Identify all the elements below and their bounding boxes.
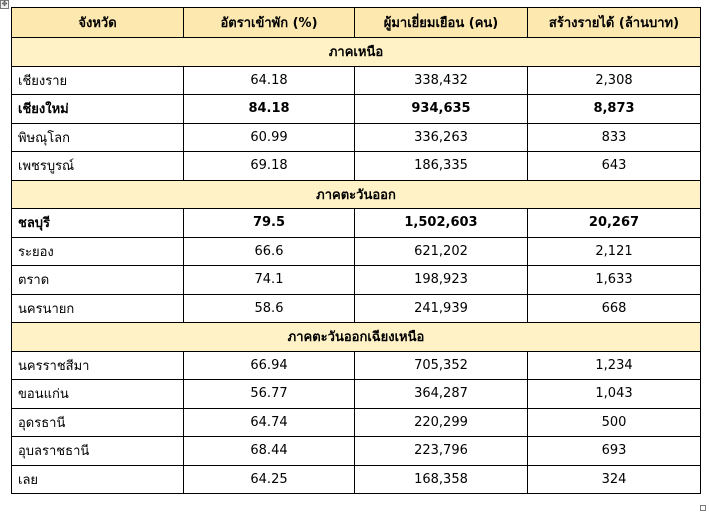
table-row	[12, 237, 701, 266]
cell-revenue: 2,308	[528, 66, 701, 95]
cell-province: เพชรบูรณ์	[12, 152, 184, 181]
cell-occupancy: 64.18	[184, 66, 355, 95]
table-row	[12, 209, 701, 238]
cell-occupancy: 64.74	[184, 408, 355, 437]
cell-revenue: 1,234	[528, 351, 701, 380]
cell-revenue: 1,633	[528, 266, 701, 295]
cell-revenue: 20,267	[528, 209, 701, 238]
cell-revenue: 2,121	[528, 237, 701, 266]
cell-province: เลย	[12, 465, 184, 494]
table-row	[12, 152, 701, 181]
cell-visitors: 220,299	[355, 408, 528, 437]
cell-visitors: 223,796	[355, 437, 528, 466]
cell-occupancy: 64.25	[184, 465, 355, 494]
cell-revenue: 500	[528, 408, 701, 437]
table-row	[12, 437, 701, 466]
cell-visitors: 1,502,603	[355, 209, 528, 238]
cell-occupancy: 69.18	[184, 152, 355, 181]
table-header	[12, 8, 701, 38]
cell-province: ระยอง	[12, 237, 184, 266]
table-row	[12, 66, 701, 95]
cell-revenue: 693	[528, 437, 701, 466]
section-title: ภาคเหนือ	[12, 38, 701, 67]
cell-visitors: 198,923	[355, 266, 528, 295]
cell-province: ชลบุรี	[12, 209, 184, 238]
cell-visitors: 934,635	[355, 95, 528, 124]
section-title: ภาคตะวันออก	[12, 180, 701, 209]
cell-province: นครราชสีมา	[12, 351, 184, 380]
cell-revenue: 643	[528, 152, 701, 181]
cell-province: อุดรธานี	[12, 408, 184, 437]
cell-province: อุบลราชธานี	[12, 437, 184, 466]
tourism-stats-table	[11, 7, 701, 494]
table-row	[12, 294, 701, 323]
table-row	[12, 380, 701, 409]
table-row	[12, 465, 701, 494]
cell-visitors: 168,358	[355, 465, 528, 494]
section-row	[12, 180, 701, 209]
cell-occupancy: 66.94	[184, 351, 355, 380]
table-row	[12, 408, 701, 437]
table-row	[12, 95, 701, 124]
cell-occupancy: 84.18	[184, 95, 355, 124]
header-province: จังหวัด	[12, 8, 184, 38]
cell-occupancy: 68.44	[184, 437, 355, 466]
cell-province: นครนายก	[12, 294, 184, 323]
section-row	[12, 323, 701, 352]
header-revenue: สร้างรายได้ (ล้านบาท)	[528, 8, 701, 38]
cell-revenue: 668	[528, 294, 701, 323]
cell-occupancy: 66.6	[184, 237, 355, 266]
cell-visitors: 241,939	[355, 294, 528, 323]
cell-occupancy: 58.6	[184, 294, 355, 323]
cell-occupancy: 60.99	[184, 123, 355, 152]
table-row	[12, 266, 701, 295]
cell-revenue: 8,873	[528, 95, 701, 124]
cell-province: ขอนแก่น	[12, 380, 184, 409]
cell-visitors: 621,202	[355, 237, 528, 266]
cell-revenue: 833	[528, 123, 701, 152]
cell-province: พิษณุโลก	[12, 123, 184, 152]
cell-province: เชียงราย	[12, 66, 184, 95]
header-row	[12, 8, 701, 38]
cell-visitors: 186,335	[355, 152, 528, 181]
table-row	[12, 351, 701, 380]
cell-occupancy: 74.1	[184, 266, 355, 295]
header-occupancy: อัตราเข้าพัก (%)	[184, 8, 355, 38]
cell-occupancy: 79.5	[184, 209, 355, 238]
cell-revenue: 324	[528, 465, 701, 494]
section-row	[12, 38, 701, 67]
table-move-handle-icon[interactable]: ✥	[1, 0, 8, 8]
cell-occupancy: 56.77	[184, 380, 355, 409]
cell-visitors: 705,352	[355, 351, 528, 380]
table-body	[12, 38, 701, 494]
cell-province: เชียงใหม่	[12, 95, 184, 124]
table-resize-handle-icon[interactable]	[700, 505, 706, 511]
cell-visitors: 364,287	[355, 380, 528, 409]
section-title: ภาคตะวันออกเฉียงเหนือ	[12, 323, 701, 352]
cell-province: ตราด	[12, 266, 184, 295]
cell-visitors: 338,432	[355, 66, 528, 95]
header-visitors: ผู้มาเยี่ยมเยือน (คน)	[355, 8, 528, 38]
table-row	[12, 123, 701, 152]
cell-visitors: 336,263	[355, 123, 528, 152]
cell-revenue: 1,043	[528, 380, 701, 409]
